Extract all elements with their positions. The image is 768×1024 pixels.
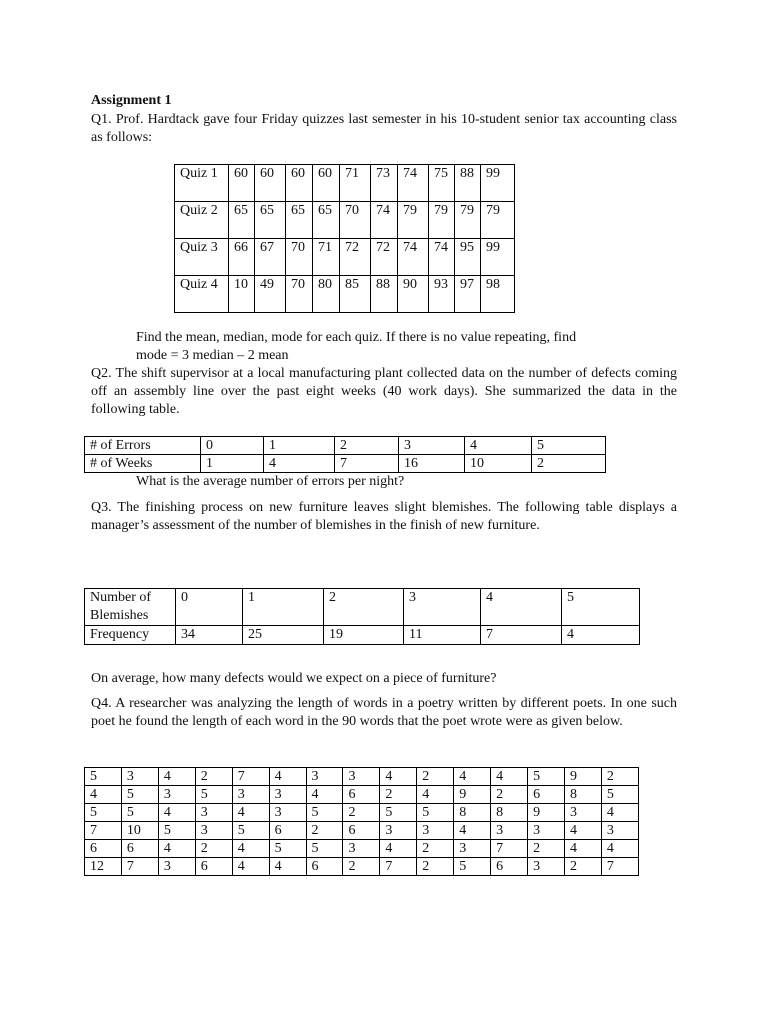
q4-cell: 3: [343, 840, 380, 858]
q4-cell: 2: [417, 840, 454, 858]
q1-score-cell: 90: [398, 276, 429, 313]
q4-cell: 4: [491, 768, 528, 786]
q4-cell: 5: [121, 786, 158, 804]
q4-cell: 6: [343, 822, 380, 840]
q4-cell: 4: [601, 804, 638, 822]
q1-score-cell: 75: [429, 165, 455, 202]
q4-cell: 5: [232, 822, 269, 840]
q4-cell: 8: [454, 804, 491, 822]
q4-cell: 2: [417, 768, 454, 786]
q2-errors-row: [85, 437, 606, 455]
q4-data-row: [85, 768, 639, 786]
q3-cell: 11: [404, 626, 481, 645]
q1-quiz-table: [174, 164, 515, 313]
q4-cell: 2: [491, 786, 528, 804]
q4-text: Q4. A researcher was analyzing the length of words in a poetry written by different poets. In one such poet he found the length of each word in the 90 words that the poet wrote were as given below.: [91, 696, 677, 729]
q1-quiz-label: Quiz 4: [175, 276, 229, 313]
q4-cell: 9: [528, 804, 565, 822]
q3-cell: 25: [243, 626, 324, 645]
q1-score-cell: 72: [340, 239, 371, 276]
q4-cell: 3: [195, 804, 232, 822]
q2-cell: 2: [532, 455, 606, 473]
q2-text: Q2. The shift supervisor at a local manufacturing plant collected data on the number of defects coming off an assembly line over the past eight weeks (40 work days). She summarized the data in the following table.: [91, 366, 677, 417]
q2-cell: 3: [399, 437, 465, 455]
q4-cell: 7: [601, 858, 638, 876]
q2-cell: 0: [201, 437, 264, 455]
q4-cell: 3: [380, 822, 417, 840]
q4-cell: 2: [343, 804, 380, 822]
q4-cell: 6: [269, 822, 306, 840]
q4-cell: 2: [380, 786, 417, 804]
q1-score-cell: 93: [429, 276, 455, 313]
q4-cell: 12: [85, 858, 122, 876]
q1-score-cell: 99: [481, 165, 515, 202]
q4-cell: 5: [85, 768, 122, 786]
q4-cell: 4: [417, 786, 454, 804]
q2-cell: 16: [399, 455, 465, 473]
q4-cell: 5: [601, 786, 638, 804]
q3-cell: 1: [243, 589, 324, 626]
q1-quiz-label: Quiz 2: [175, 202, 229, 239]
q1-score-cell: 65: [313, 202, 340, 239]
q4-cell: 4: [306, 786, 343, 804]
q4-cell: 5: [121, 804, 158, 822]
q1-score-cell: 74: [398, 239, 429, 276]
q3-cell: 5: [562, 589, 640, 626]
q1-score-cell: 60: [286, 165, 313, 202]
q2-errors-table: [84, 436, 606, 473]
q4-cell: 10: [121, 822, 158, 840]
q4-cell: 5: [158, 822, 195, 840]
q2-cell: 10: [465, 455, 532, 473]
q4-cell: 8: [491, 804, 528, 822]
q3-row-label: Frequency: [85, 626, 176, 645]
q4-cell: 3: [158, 858, 195, 876]
q2-cell: 1: [264, 437, 335, 455]
q2-cell: 2: [335, 437, 399, 455]
q4-data-row: [85, 786, 639, 804]
q4-cell: 3: [564, 804, 601, 822]
q4-cell: 3: [195, 822, 232, 840]
q1-score-cell: 60: [313, 165, 340, 202]
q4-cell: 5: [528, 768, 565, 786]
q1-score-cell: 66: [229, 239, 255, 276]
q4-cell: 7: [491, 840, 528, 858]
q4-cell: 5: [306, 840, 343, 858]
q1-score-cell: 49: [255, 276, 286, 313]
q3-cell: 0: [176, 589, 243, 626]
q4-cell: 4: [269, 858, 306, 876]
q3-cell: 7: [481, 626, 562, 645]
q3-blemishes-row: [85, 589, 640, 626]
q4-cell: 9: [454, 786, 491, 804]
q1-score-cell: 88: [371, 276, 398, 313]
q4-cell: 6: [491, 858, 528, 876]
q4-cell: 3: [158, 786, 195, 804]
q4-cell: 3: [306, 768, 343, 786]
q1-quiz-row: [175, 239, 515, 276]
q4-cell: 8: [564, 786, 601, 804]
q4-cell: 7: [380, 858, 417, 876]
q1-score-cell: 79: [481, 202, 515, 239]
q4-cell: 2: [306, 822, 343, 840]
q3-frequency-row: [85, 626, 640, 645]
q1-score-cell: 74: [371, 202, 398, 239]
q4-cell: 6: [306, 858, 343, 876]
q1-score-cell: 95: [455, 239, 481, 276]
q1-quiz-label: Quiz 3: [175, 239, 229, 276]
q4-cell: 4: [454, 768, 491, 786]
q3-cell: 19: [324, 626, 404, 645]
q4-cell: 6: [195, 858, 232, 876]
q2-cell: 1: [201, 455, 264, 473]
q1-score-cell: 70: [286, 239, 313, 276]
q1-instruction-line2: mode = 3 median – 2 mean: [136, 348, 289, 363]
q1-score-cell: 65: [229, 202, 255, 239]
q4-cell: 7: [85, 822, 122, 840]
q4-cell: 2: [195, 840, 232, 858]
q4-cell: 4: [601, 840, 638, 858]
q4-word-length-table: [84, 767, 639, 876]
q2-cell: 4: [264, 455, 335, 473]
q1-score-cell: 74: [398, 165, 429, 202]
q4-cell: 5: [85, 804, 122, 822]
q1-score-cell: 79: [429, 202, 455, 239]
q3-question: On average, how many defects would we expect on a piece of furniture?: [91, 671, 497, 686]
q4-cell: 6: [121, 840, 158, 858]
q4-data-row: [85, 804, 639, 822]
q3-row-label: Number of Blemishes: [85, 589, 176, 626]
q3-blemish-table: [84, 588, 640, 645]
q4-cell: 4: [269, 768, 306, 786]
q3-cell: 4: [562, 626, 640, 645]
q2-row-label: # of Weeks: [85, 455, 201, 473]
q1-score-cell: 60: [229, 165, 255, 202]
q1-text: Q1. Prof. Hardtack gave four Friday quizzes last semester in his 10-student senior tax accounting class as follows:: [91, 112, 677, 145]
q1-quiz-label: Quiz 1: [175, 165, 229, 202]
q1-score-cell: 70: [340, 202, 371, 239]
q2-weeks-row: [85, 455, 606, 473]
q4-cell: 3: [454, 840, 491, 858]
q4-cell: 4: [158, 804, 195, 822]
q4-cell: 5: [454, 858, 491, 876]
q1-score-cell: 79: [455, 202, 481, 239]
q4-cell: 7: [232, 768, 269, 786]
q2-row-label: # of Errors: [85, 437, 201, 455]
q2-cell: 7: [335, 455, 399, 473]
q4-cell: 4: [380, 840, 417, 858]
q1-score-cell: 72: [371, 239, 398, 276]
q4-cell: 5: [269, 840, 306, 858]
q4-cell: 4: [232, 804, 269, 822]
q3-cell: 34: [176, 626, 243, 645]
q4-cell: 4: [85, 786, 122, 804]
q1-score-cell: 98: [481, 276, 515, 313]
q4-cell: 4: [564, 840, 601, 858]
q4-cell: 4: [158, 768, 195, 786]
q4-cell: 3: [121, 768, 158, 786]
q1-score-cell: 74: [429, 239, 455, 276]
q2-cell: 5: [532, 437, 606, 455]
q3-text: Q3. The finishing process on new furniture leaves slight blemishes. The following table displays a manager’s assessment of the number of blemishes in the finish of new furniture.: [91, 500, 677, 533]
q1-score-cell: 67: [255, 239, 286, 276]
q1-quiz-row: [175, 202, 515, 239]
q4-cell: 6: [528, 786, 565, 804]
q1-score-cell: 65: [286, 202, 313, 239]
q4-cell: 3: [491, 822, 528, 840]
q3-cell: 4: [481, 589, 562, 626]
q4-cell: 2: [528, 840, 565, 858]
q4-cell: 4: [232, 858, 269, 876]
q1-quiz-row: [175, 165, 515, 202]
q4-cell: 3: [417, 822, 454, 840]
q1-score-cell: 99: [481, 239, 515, 276]
q1-score-cell: 97: [455, 276, 481, 313]
q4-cell: 2: [417, 858, 454, 876]
q4-data-row: [85, 840, 639, 858]
q4-cell: 3: [232, 786, 269, 804]
q1-instruction-line1: Find the mean, median, mode for each quiz. If there is no value repeating, find: [136, 330, 577, 345]
q1-score-cell: 85: [340, 276, 371, 313]
q1-score-cell: 80: [313, 276, 340, 313]
q1-score-cell: 71: [340, 165, 371, 202]
q2-question: What is the average number of errors per night?: [136, 474, 405, 489]
q4-cell: 2: [343, 858, 380, 876]
q1-score-cell: 71: [313, 239, 340, 276]
q4-cell: 7: [121, 858, 158, 876]
q4-cell: 3: [269, 804, 306, 822]
q4-cell: 3: [528, 822, 565, 840]
q4-cell: 4: [454, 822, 491, 840]
q4-data-row: [85, 822, 639, 840]
assignment-title: Assignment 1: [91, 93, 172, 108]
q4-cell: 6: [85, 840, 122, 858]
q4-cell: 2: [195, 768, 232, 786]
q1-score-cell: 79: [398, 202, 429, 239]
q4-cell: 4: [232, 840, 269, 858]
q4-cell: 4: [380, 768, 417, 786]
q1-score-cell: 73: [371, 165, 398, 202]
q4-cell: 5: [306, 804, 343, 822]
q4-cell: 9: [564, 768, 601, 786]
q3-cell: 2: [324, 589, 404, 626]
q3-cell: 3: [404, 589, 481, 626]
q4-cell: 3: [528, 858, 565, 876]
q4-cell: 5: [417, 804, 454, 822]
q4-cell: 2: [601, 768, 638, 786]
q4-cell: 2: [564, 858, 601, 876]
q1-score-cell: 10: [229, 276, 255, 313]
q4-data-row: [85, 858, 639, 876]
q1-score-cell: 65: [255, 202, 286, 239]
q1-score-cell: 60: [255, 165, 286, 202]
q4-cell: 3: [601, 822, 638, 840]
q4-cell: 5: [380, 804, 417, 822]
q4-cell: 3: [343, 768, 380, 786]
q4-cell: 4: [564, 822, 601, 840]
q4-cell: 5: [195, 786, 232, 804]
q4-cell: 3: [269, 786, 306, 804]
q1-score-cell: 88: [455, 165, 481, 202]
q1-quiz-row: [175, 276, 515, 313]
q2-cell: 4: [465, 437, 532, 455]
q4-cell: 6: [343, 786, 380, 804]
q4-cell: 4: [158, 840, 195, 858]
q1-score-cell: 70: [286, 276, 313, 313]
